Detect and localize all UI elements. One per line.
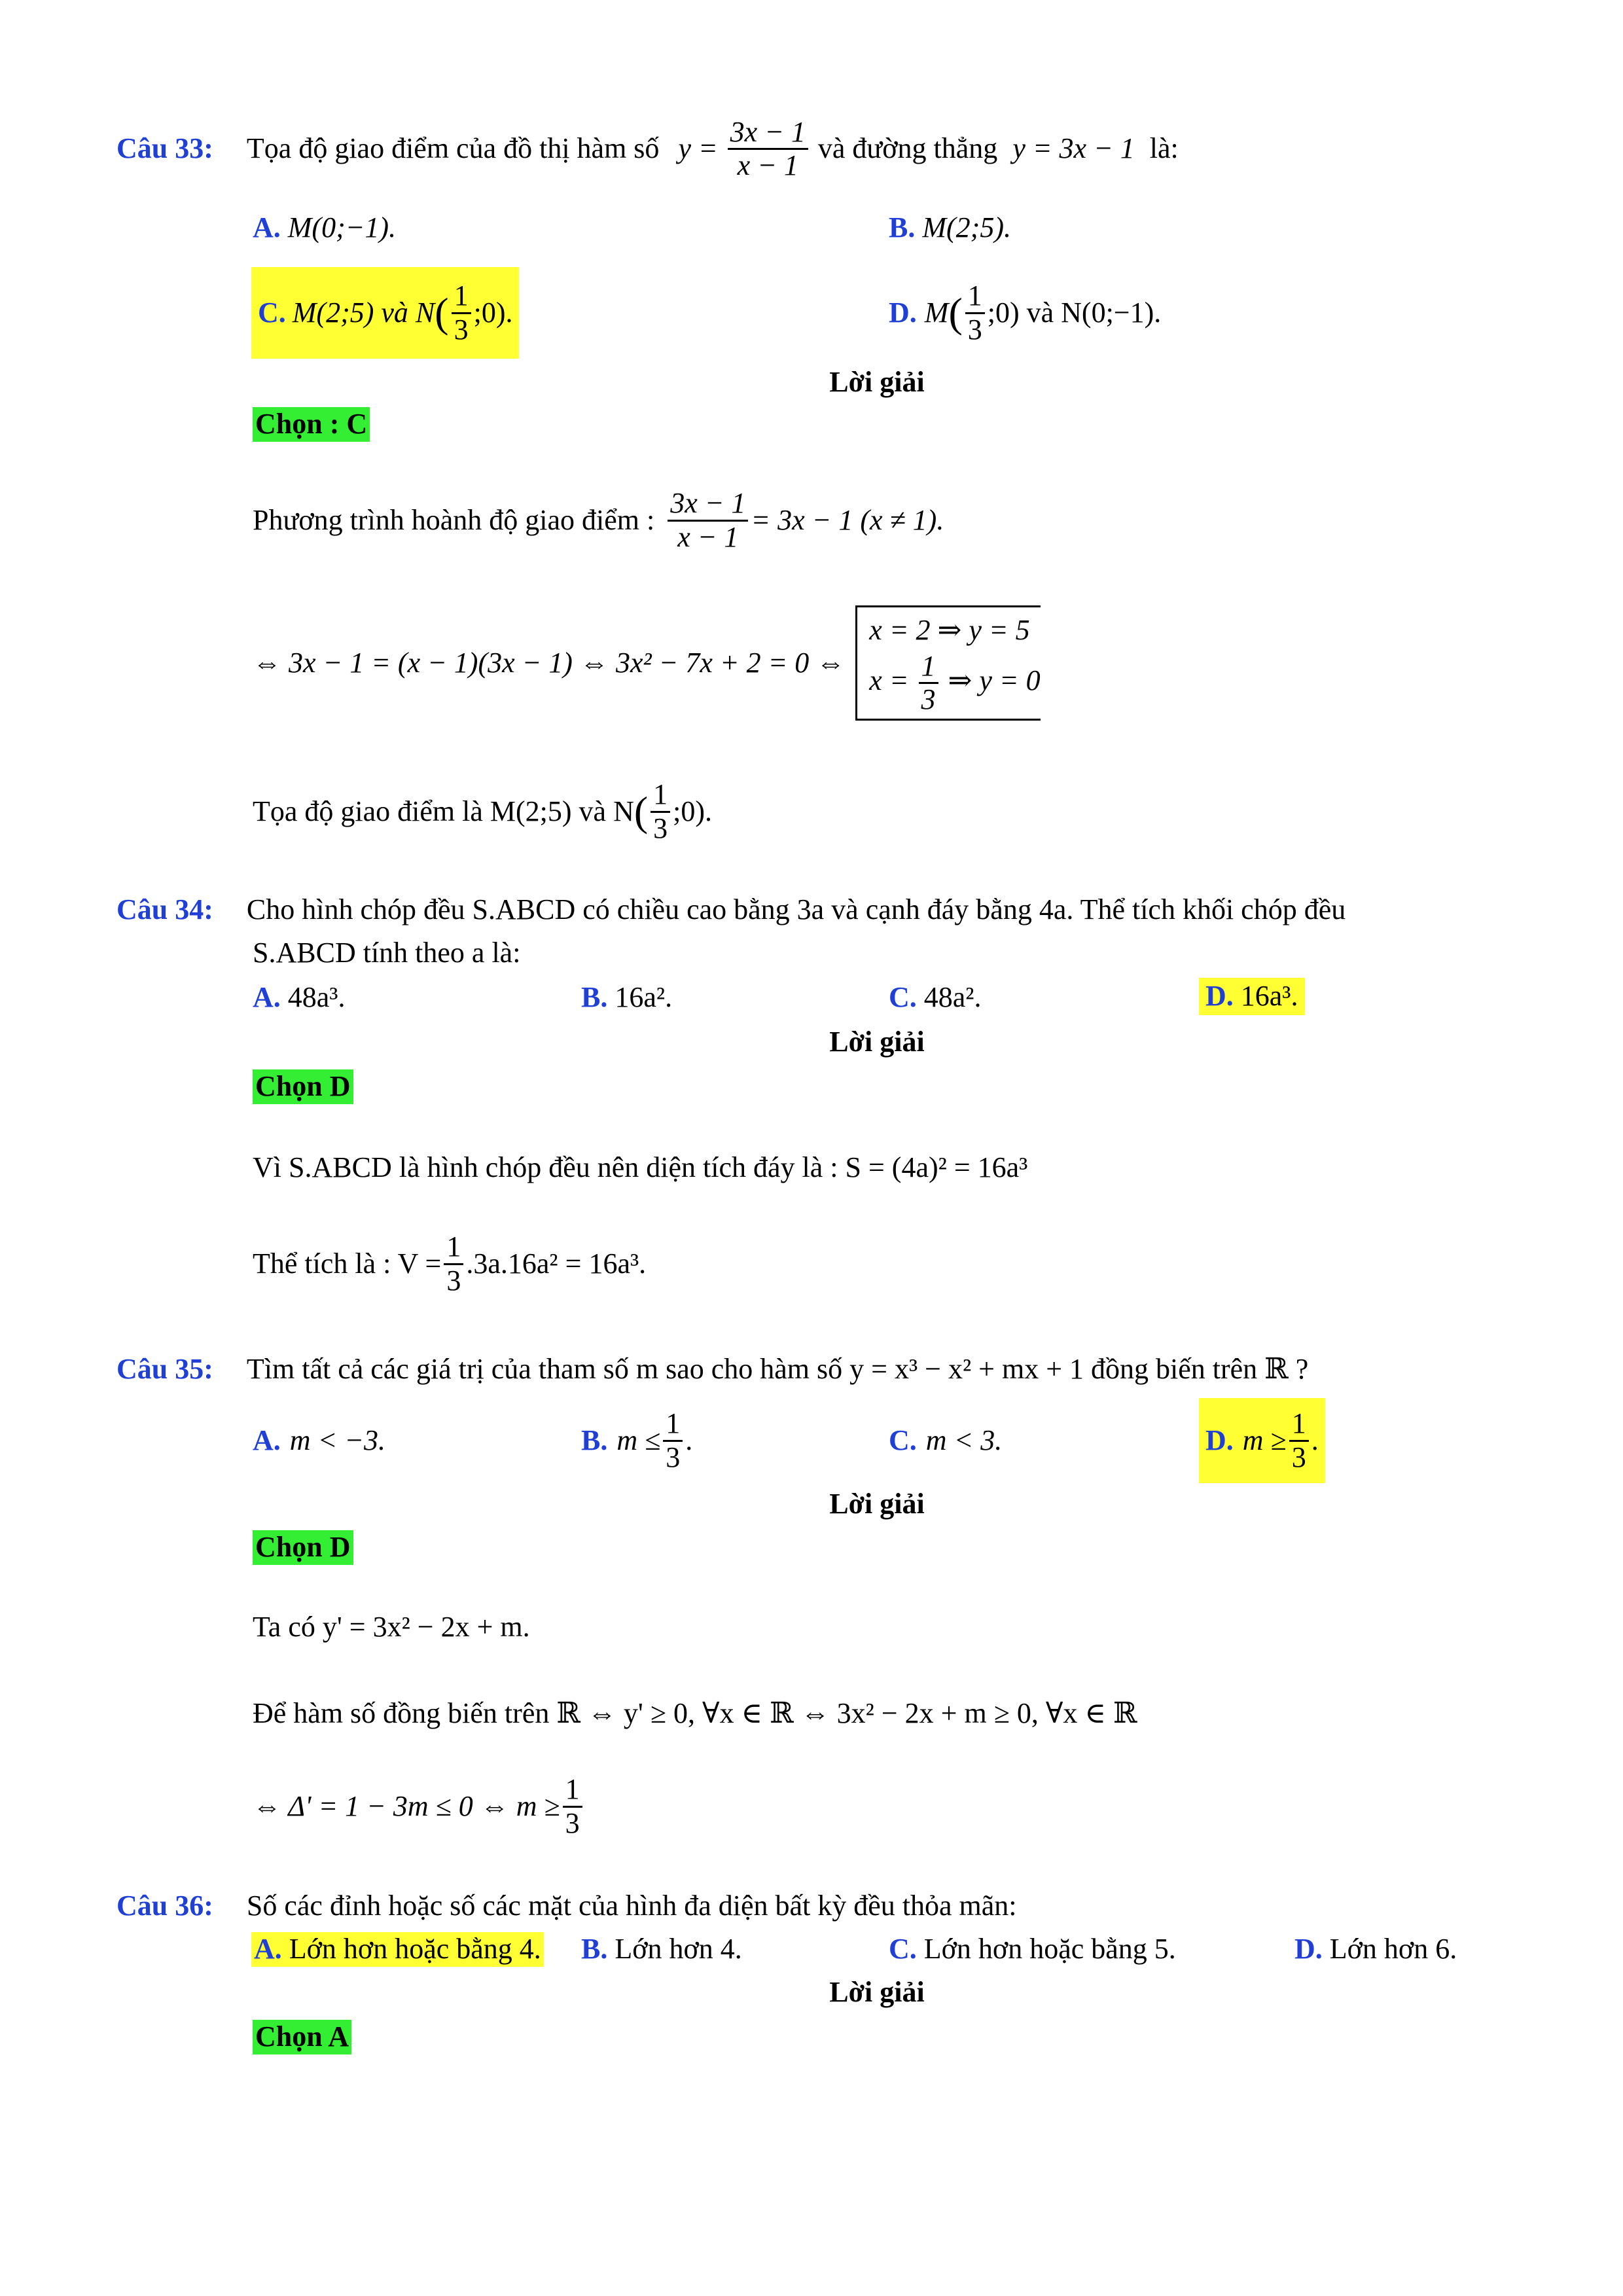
- q35-option-d-label: D.: [1205, 1424, 1234, 1456]
- q35-option-a: [253, 1398, 385, 1483]
- q35-option-c-label: C.: [889, 1424, 917, 1456]
- q33-step3: [253, 766, 712, 857]
- q33-option-c-paren: (: [435, 289, 449, 336]
- q36-option-a: [251, 1932, 544, 1967]
- q33-step1-text: Phương trình hoành độ giao điểm :: [253, 503, 655, 536]
- q35-option-b-num: 1: [663, 1408, 683, 1441]
- q33-option-c-pre: M(2;5) và N: [292, 296, 435, 329]
- q36-option-a-text: Lớn hơn hoặc bằng 4.: [289, 1933, 541, 1965]
- q35-step3-den: 3: [565, 1806, 580, 1839]
- q33-option-a-text: M(0;−1).: [287, 211, 397, 243]
- q33-step1-num: 3x − 1: [668, 488, 748, 521]
- q35-step3-fraction: [563, 1774, 582, 1839]
- q34-option-c: [889, 980, 982, 1015]
- q35-text: Tìm tất cả các giá trị của tham số m sao cho hàm số y = x³ − x² + mx + 1 đồng biến trên ℝ ?: [246, 1353, 1309, 1385]
- q33-fn-num: 3x − 1: [728, 117, 808, 150]
- q33-option-c-den: 3: [454, 313, 469, 346]
- q36-option-c: [889, 1932, 1176, 1967]
- q34-label: Câu 34:: [116, 893, 213, 925]
- q33-option-a-label: A.: [253, 211, 281, 243]
- q35-solution-heading: Lời giải: [829, 1488, 925, 1520]
- q33-option-c-post: ;0).: [473, 296, 513, 329]
- q35-option-b: [581, 1398, 692, 1483]
- q33-step3-fraction: [651, 779, 670, 844]
- q36-option-d-label: D.: [1294, 1933, 1323, 1965]
- q34-option-c-text: 48a².: [923, 981, 982, 1013]
- q33-solution-heading: Lời giải: [829, 366, 925, 398]
- q34-line1: Cho hình chóp đều S.ABCD có chiều cao bằng 3a và cạnh đáy bằng 4a. Thể tích khối chóp đều: [246, 893, 1346, 925]
- q33-step2-case1: x = 2 ⇒ y = 5: [869, 614, 1030, 647]
- q33-step2-system: [855, 605, 1040, 720]
- q34-step2-num: 1: [444, 1231, 463, 1265]
- q34-prompt-line1: [116, 893, 1346, 927]
- q33-step2: [253, 594, 1041, 732]
- q34-solution-heading: Lời giải: [829, 1026, 925, 1058]
- q33-option-b-label: B.: [889, 211, 916, 243]
- q34-step2-pre: Thể tích là : V =: [253, 1247, 442, 1280]
- q33-step1: [253, 478, 944, 563]
- q33-option-c-fraction: [452, 280, 471, 346]
- q36-option-d-text: Lớn hơn 6.: [1329, 1933, 1457, 1965]
- q36-option-b-label: B.: [581, 1933, 608, 1965]
- q33-step3-den: 3: [653, 812, 668, 844]
- q35-option-c-text: m < 3.: [925, 1424, 1003, 1456]
- q34-option-d-text: 16a³.: [1240, 980, 1298, 1012]
- q33-line-eq: y = 3x − 1: [1012, 132, 1135, 165]
- q33-option-d-post: ;0) và N(0;−1).: [987, 296, 1162, 329]
- q33-label: Câu 33:: [116, 132, 213, 165]
- q33-fn-den: x − 1: [737, 149, 798, 182]
- q33-option-b: [889, 211, 1011, 245]
- q36-option-a-label: A.: [254, 1933, 282, 1965]
- q34-option-a: [253, 980, 346, 1015]
- q34-option-d: [1199, 978, 1305, 1015]
- q33-text-a: Tọa độ giao điểm của đồ thị hàm số: [246, 132, 660, 165]
- q33-option-a: [253, 211, 396, 245]
- q36-option-b: [581, 1932, 742, 1967]
- q33-option-d-pre: M: [924, 296, 949, 329]
- q35-option-b-den: 3: [666, 1441, 681, 1473]
- q35-option-a-text: m < −3.: [289, 1424, 385, 1456]
- q33-option-c: [251, 267, 519, 359]
- q35-option-b-pre: m ≤: [616, 1424, 661, 1456]
- q34-option-a-text: 48a³.: [287, 981, 346, 1013]
- q33-step3-num: 1: [651, 779, 670, 812]
- q36-option-d: [1294, 1932, 1457, 1967]
- q33-chosen-answer: Chọn : C: [253, 407, 370, 442]
- q33-prompt: [116, 117, 1179, 195]
- q33-option-d: [889, 267, 1161, 359]
- q35-option-c: [889, 1398, 1002, 1483]
- q36-prompt: [116, 1889, 1017, 1924]
- q34-step1: Vì S.ABCD là hình chóp đều nên diện tích đáy là : S = (4a)² = 16a³: [253, 1151, 1028, 1183]
- q35-label: Câu 35:: [116, 1353, 213, 1385]
- q34-step2: [253, 1221, 646, 1306]
- q33-step3-paren: (: [633, 787, 649, 834]
- q34-chosen-answer: Chọn D: [253, 1069, 353, 1104]
- q33-step2-case2-num: 1: [919, 651, 938, 684]
- q35-option-b-fraction: [663, 1408, 683, 1473]
- q33-step1-fraction: [668, 488, 748, 553]
- q35-option-d: [1199, 1398, 1325, 1483]
- q35-option-d-pre: m ≥: [1242, 1424, 1287, 1456]
- q35-prompt: [116, 1352, 1308, 1387]
- q35-option-d-post: .: [1311, 1424, 1319, 1456]
- q35-step3-pre: ⇔ Δ' = 1 − 3m ≤ 0 ⇔ m ≥: [253, 1789, 560, 1822]
- q33-option-c-num: 1: [452, 280, 471, 314]
- q33-option-d-num: 1: [965, 280, 985, 314]
- q33-step3-post: ;0).: [673, 795, 713, 827]
- q35-chosen-answer: Chọn D: [253, 1530, 353, 1565]
- q35-option-b-post: .: [685, 1424, 693, 1456]
- q36-text: Số các đỉnh hoặc số các mặt của hình đa diện bất kỳ đều thỏa mãn:: [246, 1890, 1017, 1922]
- q34-step2-den: 3: [446, 1264, 461, 1297]
- q33-step2-lhs: ⇔ 3x − 1 = (x − 1)(3x − 1) ⇔ 3x² − 7x + 2 = 0 ⇔: [253, 646, 846, 679]
- q34-option-b-label: B.: [581, 981, 608, 1013]
- q34-step2-post: .3a.16a² = 16a³.: [466, 1247, 647, 1280]
- q35-option-d-fraction: [1289, 1408, 1309, 1473]
- q34-option-b-text: 16a².: [615, 981, 673, 1013]
- q35-option-b-label: B.: [581, 1424, 608, 1456]
- q33-step1-rhs: = 3x − 1 (x ≠ 1).: [751, 503, 944, 536]
- q34-prompt-line2: S.ABCD tính theo a là:: [253, 937, 521, 969]
- q33-step2-case2-pre: x =: [869, 664, 909, 696]
- q33-option-c-label: C.: [258, 296, 286, 329]
- q36-option-c-label: C.: [889, 1933, 917, 1965]
- q33-option-d-label: D.: [889, 296, 917, 329]
- q33-step1-den: x − 1: [677, 520, 739, 553]
- q36-label: Câu 36:: [116, 1890, 213, 1922]
- q33-fn-fraction: [728, 117, 808, 182]
- q33-step2-case2: [869, 651, 1040, 716]
- q36-solution-heading: Lời giải: [829, 1976, 925, 2008]
- q35-step3-num: 1: [563, 1774, 582, 1807]
- q34-option-d-label: D.: [1205, 980, 1234, 1012]
- q34-option-a-label: A.: [253, 981, 281, 1013]
- q33-option-d-den: 3: [967, 313, 982, 346]
- q33-text-c: là:: [1149, 132, 1179, 165]
- q33-text-b: và đường thẳng: [817, 132, 998, 165]
- q33-option-d-paren: (: [948, 289, 963, 336]
- q35-option-a-label: A.: [253, 1424, 281, 1456]
- q33-option-d-fraction: [965, 280, 985, 346]
- q34-option-c-label: C.: [889, 981, 917, 1013]
- q33-step2-case2-post: ⇒ y = 0: [948, 664, 1041, 696]
- q33-option-b-text: M(2;5).: [922, 211, 1011, 243]
- q33-step3-pre: Tọa độ giao điểm là M(2;5) và N: [253, 795, 634, 827]
- q36-chosen-answer: Chọn A: [253, 2020, 351, 2054]
- q36-option-c-text: Lớn hơn hoặc bằng 5.: [923, 1933, 1176, 1965]
- q36-option-b-text: Lớn hơn 4.: [615, 1933, 742, 1965]
- q35-step1: Ta có y' = 3x² − 2x + m.: [253, 1611, 530, 1643]
- q35-step2: Để hàm số đồng biến trên ℝ ⇔ y' ≥ 0, ∀x ∈ ℝ ⇔ 3x² − 2x + m ≥ 0, ∀x ∈ ℝ: [253, 1697, 1137, 1729]
- q34-option-b: [581, 980, 672, 1015]
- q35-step3: [253, 1761, 585, 1852]
- q34-step2-fraction: [444, 1231, 463, 1297]
- q35-option-d-den: 3: [1291, 1441, 1306, 1473]
- q35-option-d-num: 1: [1289, 1408, 1309, 1441]
- q33-step2-case2-fraction: [919, 651, 938, 716]
- q33-fn-lhs: y =: [678, 132, 718, 165]
- q33-step2-case2-den: 3: [921, 683, 936, 716]
